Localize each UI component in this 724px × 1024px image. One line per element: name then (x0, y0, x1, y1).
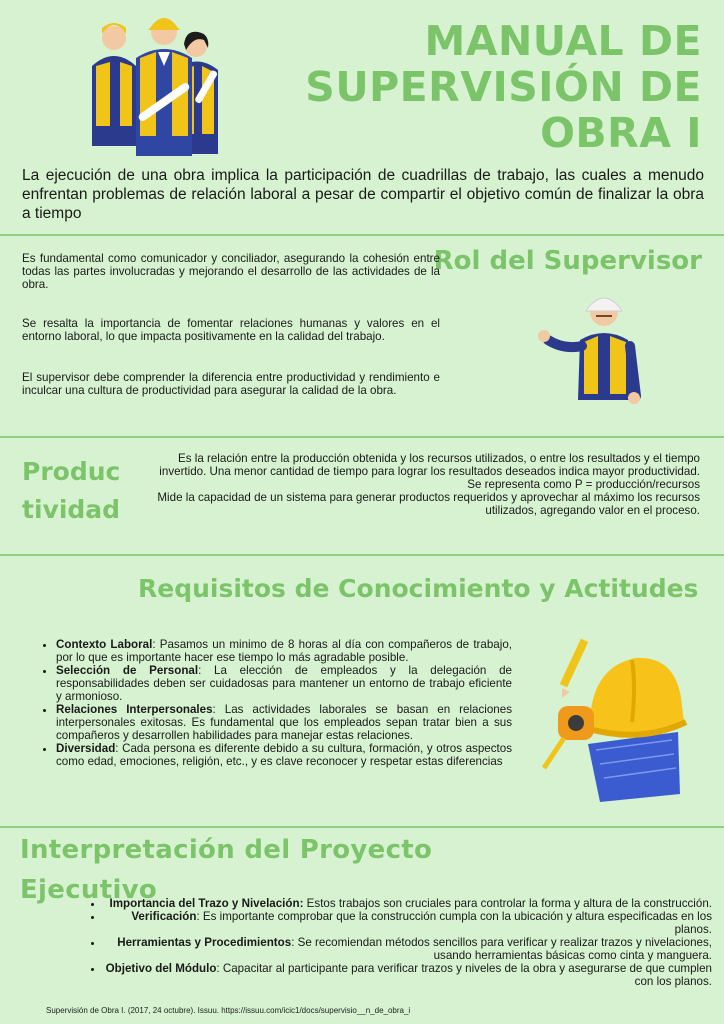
productividad-line-3: Mide la capacidad de un sistema para generar productos requeridos y aprovechar al máximo los recursos utilizados, agregando valor en el proceso. (157, 491, 700, 517)
productividad-text (148, 452, 700, 517)
intro-paragraph: La ejecución de una obra implica la participación de cuadrillas de trabajo, las cuales a menudo enfrentan problemas de relación laboral a pesar de compartir el objetivo común de finalizar la obra a tiempo (22, 167, 704, 222)
item-term: Verificación (131, 910, 197, 923)
footer-citation: Supervisión de Obra I. (2017, 24 octubre). Issuu. https://issuu.com/icic1/docs/supervisio__n_de_obra_i (46, 1006, 411, 1015)
requisitos-list (38, 638, 512, 768)
item-text: Estos trabajos son cruciales para controlar la forma y altura de la construcción. (303, 897, 712, 910)
item-text: : Capacitar al participante para verificar trazos y niveles de la obra y asegurarse de que cumplen con los planos. (216, 962, 712, 988)
item-text: : Pasamos un minimo de 8 horas al día con compañeros de trabajo, por lo que es importante hacer ese tiempo lo más agradable posible. (56, 638, 512, 664)
productividad-line-2: Se representa como P = producción/recursos (467, 478, 700, 491)
list-item (56, 703, 512, 742)
item-text: : La elección de empleados y la delegación de responsabilidades deben ser cuidadosas para mantener un entorno de trabajo eficiente y armonioso. (56, 664, 512, 703)
section-divider (0, 234, 724, 236)
section-divider (0, 826, 724, 828)
rol-paragraph-1: Es fundamental como comunicador y conciliador, asegurando la cohesión entre todas las partes involucradas y mejorando el desarrollo de las actividades de la obra. (22, 252, 440, 291)
item-term: Diversidad (56, 742, 116, 755)
item-text: : Cada persona es diferente debido a su cultura, formación, y otros aspectos como edad, emociones, religión, etc., y es clave reconocer y respetar estas diferencias (56, 742, 512, 768)
interpretacion-list (90, 897, 712, 988)
rol-paragraph-3: El supervisor debe comprender la diferencia entre productividad y rendimiento e inculcar una cultura de productividad para asegurar la calidad de la obra. (22, 371, 440, 397)
list-item (56, 742, 512, 768)
supervisor-illustration (534, 284, 644, 406)
productividad-heading-line2: tividad (22, 495, 121, 524)
section-divider (0, 436, 724, 438)
rol-paragraph-2: Se resalta la importancia de fomentar relaciones humanas y valores en el entorno laboral, lo que impacta positivamente en la calidad del trabajo. (22, 317, 440, 343)
item-term: Importancia del Trazo y Nivelación: (109, 897, 304, 910)
productividad-line-1: Es la relación entre la producción obtenida y los recursos utilizados, o entre los resultados y el tiempo invertido. Una menor cantidad de tiempo para lograr los resultados deseados indica mayor productividad. (159, 452, 700, 478)
list-item (104, 936, 712, 962)
productividad-heading-line1: Produc (22, 457, 121, 486)
item-term: Herramientas y Procedimientos (117, 936, 292, 949)
productividad-heading (22, 454, 142, 528)
list-item (104, 962, 712, 988)
page-title: MANUAL DE SUPERVISIÓN DE OBRA I (305, 17, 702, 157)
list-item (56, 664, 512, 703)
rol-heading: Rol del Supervisor (433, 246, 702, 276)
requisitos-heading: Requisitos de Conocimiento y Actitudes (138, 574, 699, 603)
construction-tools-illustration (540, 636, 690, 804)
item-term: Objetivo del Módulo (105, 962, 217, 975)
list-item (104, 897, 712, 910)
item-term: Contexto Laboral (56, 638, 153, 651)
item-text: : Las actividades laborales se basan en relaciones interpersonales exitosas. Es fundamental que los empleados sepan tratar bien a sus compañeros y desarrollen habilidades para manejar estas relaciones. (56, 703, 512, 742)
section-divider (0, 554, 724, 556)
workers-illustration (86, 6, 226, 158)
item-term: Selección de Personal (56, 664, 199, 677)
item-text: : Es importante comprobar que la construcción cumpla con la ubicación y altura especificadas en los planos. (196, 910, 712, 936)
item-text: : Se recomiendan métodos sencillos para verificar y realizar trazos y nivelaciones, usando herramientas básicas como cinta y manguera. (291, 936, 712, 962)
item-term: Relaciones Interpersonales (56, 703, 213, 716)
interpretacion-heading: Interpretación del Proyecto Ejecutivo (20, 835, 433, 905)
list-item (104, 910, 712, 936)
list-item (56, 638, 512, 664)
